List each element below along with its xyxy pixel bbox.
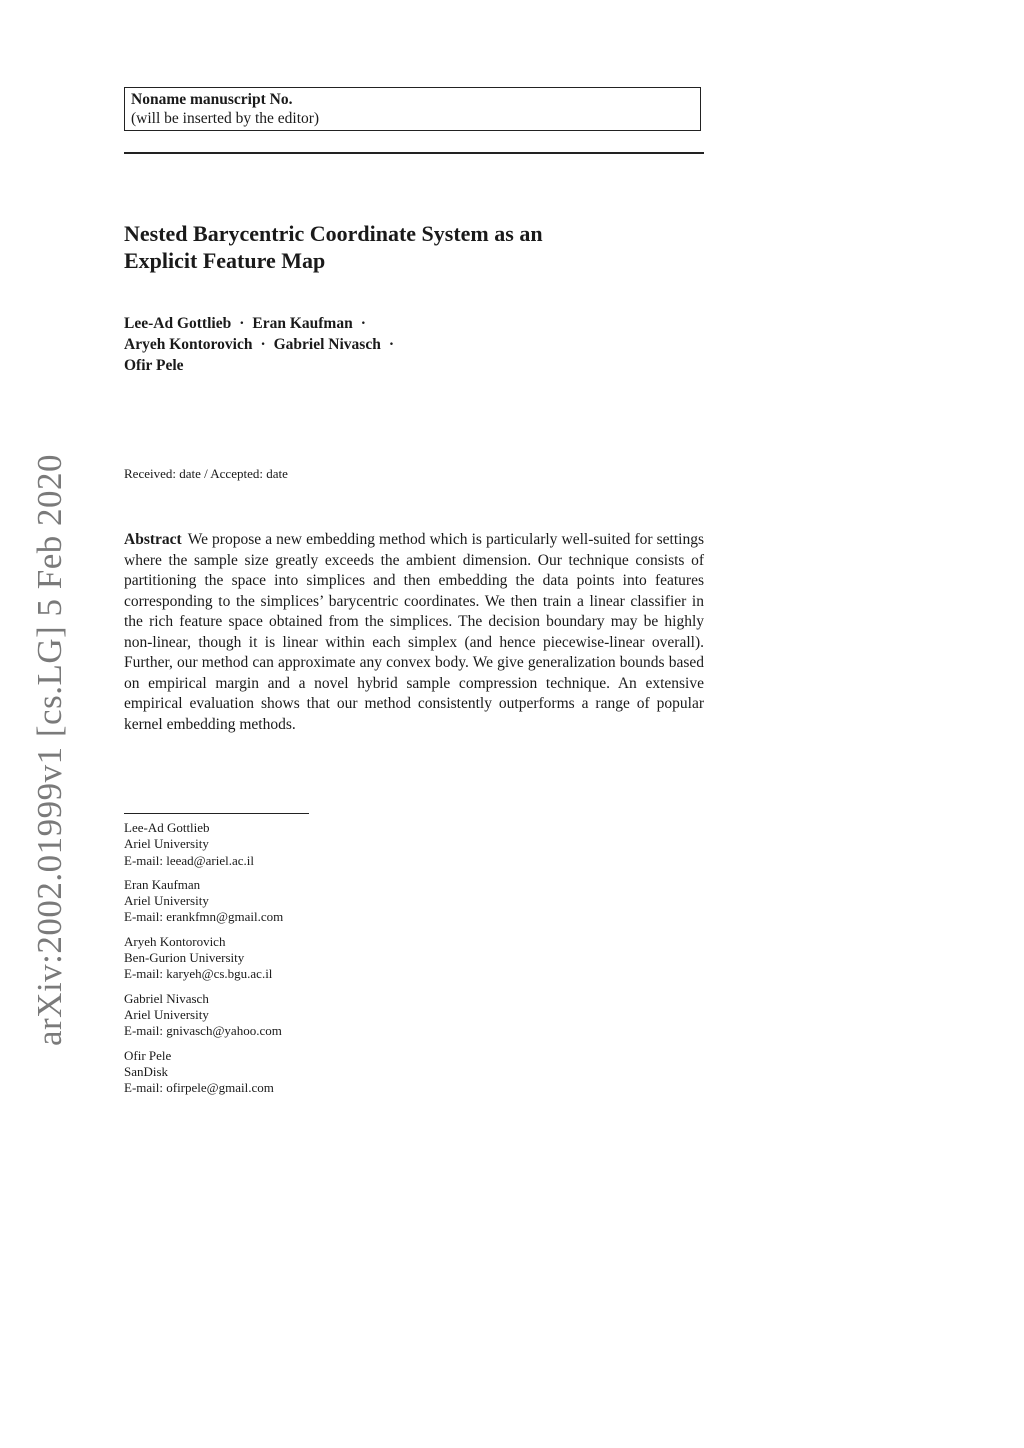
header-rule [124, 152, 704, 154]
footnote-rule [124, 813, 309, 814]
affiliation-name: Aryeh Kontorovich [124, 933, 226, 949]
manuscript-title: Noname manuscript No. [131, 91, 293, 108]
affiliation-block [124, 991, 283, 1040]
affiliation-email[interactable]: E-mail: ofirpele@gmail.com [124, 1080, 274, 1096]
affiliation-email[interactable]: E-mail: karyeh@cs.bgu.ac.il [124, 966, 273, 982]
affiliation-name: Eran Kaufman [124, 876, 201, 892]
author-name: Lee-Ad Gottlieb [124, 315, 232, 332]
paper-title [124, 220, 704, 274]
affiliation-institution: Ariel University [124, 836, 209, 852]
author-name: Gabriel Nivasch [273, 336, 381, 353]
title-line-1: Nested Barycentric Coordinate System as an [124, 221, 543, 246]
title-line-2: Explicit Feature Map [124, 248, 326, 273]
author-name: Eran Kaufman [252, 315, 353, 332]
author-list [124, 313, 402, 376]
affiliation-block [124, 934, 283, 983]
received-date: Received: date / Accepted: date [124, 466, 288, 481]
affiliation-email[interactable]: E-mail: leead@ariel.ac.il [124, 852, 254, 868]
affiliation-institution: Ariel University [124, 1006, 209, 1022]
author-separator: · [388, 336, 395, 353]
affiliation-institution: SanDisk [124, 1063, 169, 1079]
affiliation-name: Gabriel Nivasch [124, 990, 209, 1006]
author-name: Aryeh Kontorovich [124, 336, 253, 353]
affiliation-block [124, 877, 283, 926]
affiliation-email[interactable]: E-mail: gnivasch@yahoo.com [124, 1023, 282, 1039]
author-line-1 [124, 313, 402, 334]
affiliation-email[interactable]: E-mail: erankfmn@gmail.com [124, 909, 284, 925]
affiliation-institution: Ariel University [124, 893, 209, 909]
abstract-body: We propose a new embedding method which is particularly well-suited for settings where the sample size greatly exceeds the ambient dimension. Our technique consists of partitioning the space into simplices and then embedding the data points into features corresponding to the simplices’ barycentric coordinates. We then train a linear classifier in the rich feature space obtained from the simplices. The decision boundary may be highly non-linear, though it is linear within each simplex (and hence piecewise-linear overall). Further, our method can approximate any convex body. We give generalization bounds based on empirical margin and a novel hybrid sample compression technique. An extensive empirical evaluation shows that our method consistently outperforms a range of popular kernel embedding methods. [124, 531, 704, 733]
affiliation-name: Lee-Ad Gottlieb [124, 820, 210, 835]
arxiv-stamp [20, 453, 80, 1047]
manuscript-note: (will be inserted by the editor) [131, 110, 320, 127]
author-line-2 [124, 334, 402, 355]
manuscript-box [124, 87, 701, 131]
author-line-3 [124, 355, 402, 376]
abstract [124, 530, 704, 735]
author-separator: · [239, 315, 245, 332]
affiliations [124, 820, 283, 1104]
arxiv-identifier[interactable]: arXiv:2002.01999v1 [cs.LG] 5 Feb 2020 [30, 453, 69, 1047]
abstract-heading: Abstract [124, 531, 182, 548]
affiliation-block [124, 1048, 283, 1097]
affiliation-block [124, 820, 283, 869]
author-separator: · [360, 315, 366, 332]
affiliation-institution: Ben-Gurion University [124, 950, 245, 966]
author-separator: · [260, 336, 266, 353]
author-name: Ofir Pele [124, 357, 184, 374]
affiliation-name: Ofir Pele [124, 1047, 172, 1063]
